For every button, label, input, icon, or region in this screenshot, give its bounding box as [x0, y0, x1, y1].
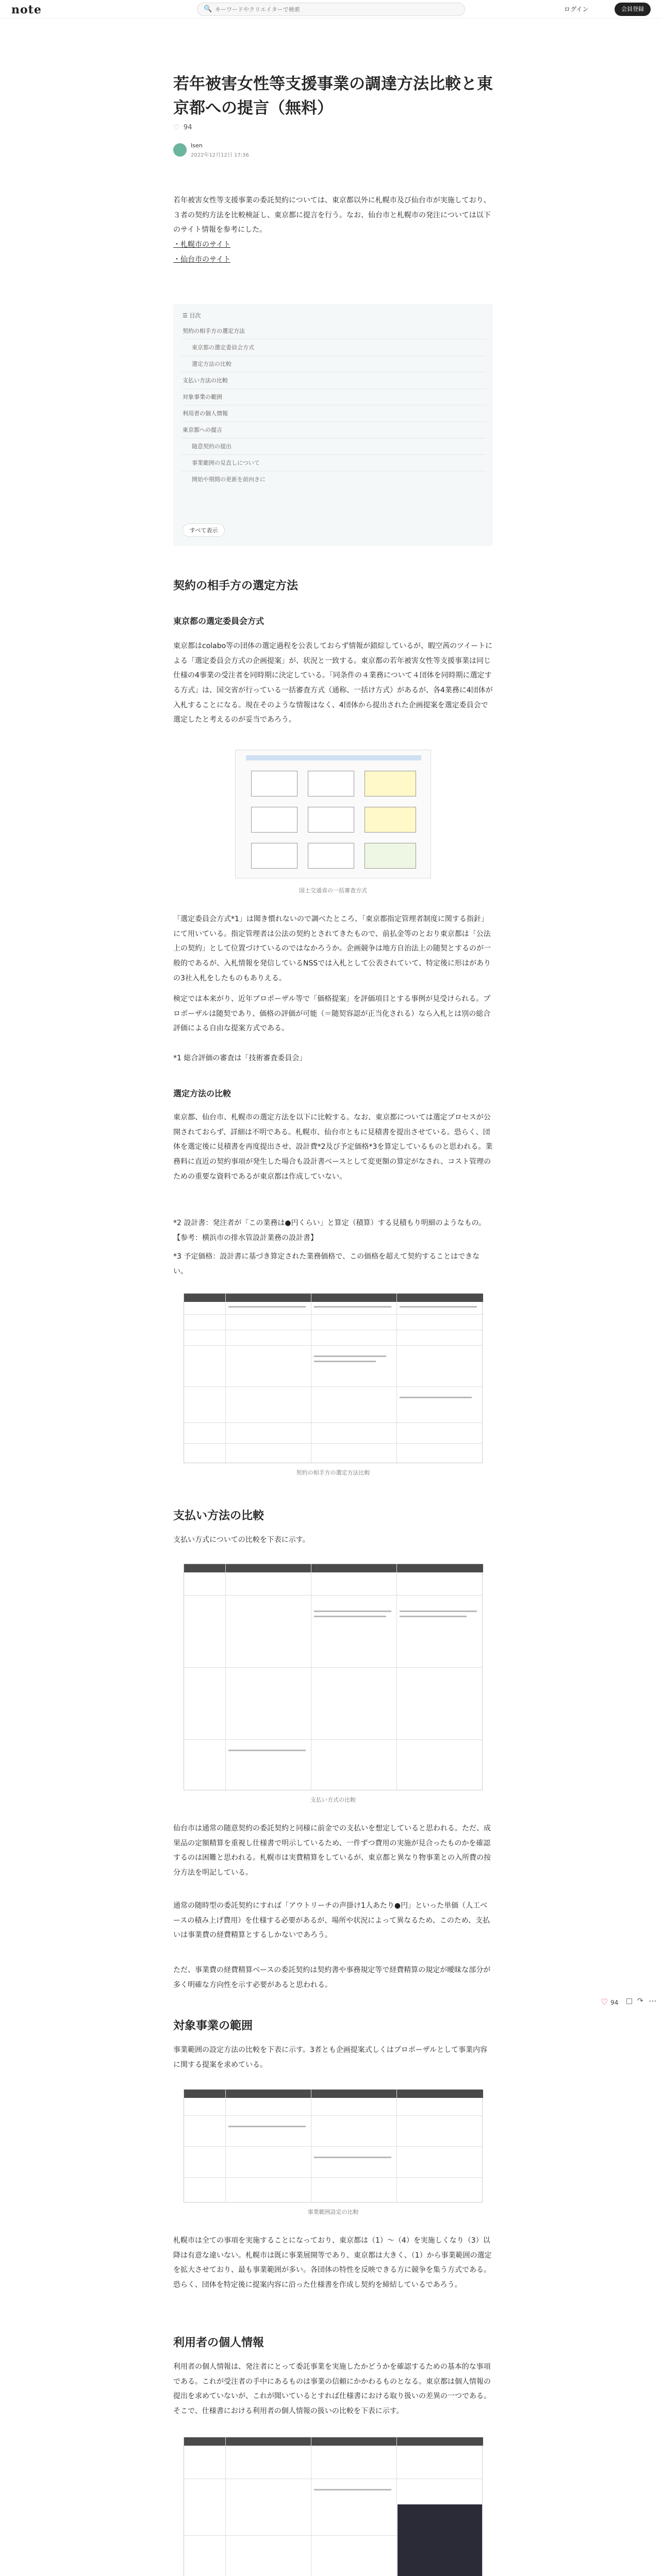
paragraph: 札幌市は全ての事項を実施することになっており、東京都は（1）～（4）を実施しくなり（3）以降は有意な違いない。札幌市は既に事業展開等であり、東京都は大きく、（1）から事業範囲の選定を拡大させており、最も事業範囲が多い。各団体の特性を反映できる方に競争を集う方式である。恐らく、団体を特定後に提案内容に沿った仕様書を作成し契約を締結しているであろう。: [173, 2236, 492, 2290]
table-header-cell: [184, 2437, 225, 2446]
toc-item[interactable]: 東京都への提言: [183, 427, 222, 433]
table-header-cell: [311, 1294, 396, 1302]
note-logo[interactable]: note: [11, 3, 42, 16]
toc-header[interactable]: [183, 311, 201, 319]
table-header-cell: [184, 1294, 225, 1302]
divider: [184, 2177, 483, 2178]
comment-icon[interactable]: □: [626, 1997, 633, 2005]
article-title: 若年被害女性等支援事業の調達方法比較と東京都への提言（無料）: [173, 75, 493, 117]
table-header-cell: [184, 2090, 225, 2098]
table-cell-text: [400, 1306, 477, 1308]
table-header-cell: [225, 1564, 311, 1572]
table-header-cell: [396, 2090, 483, 2098]
divider: [225, 2437, 226, 2576]
diagram-box: [251, 771, 297, 796]
figure-caption: 国土交通省の一括審査方式: [299, 887, 367, 894]
diagram-box: [365, 843, 416, 869]
share-icon[interactable]: ↷: [637, 1997, 643, 2005]
toc-header-label: 目次: [189, 312, 201, 319]
table-header-cell: [311, 1564, 396, 1572]
table-cell-text: [314, 1361, 376, 1362]
avatar[interactable]: [173, 143, 187, 157]
toc-item[interactable]: 対象事業の範囲: [183, 394, 222, 400]
table-header-cell: [225, 2090, 311, 2098]
divider: [225, 1564, 226, 1791]
table-cell-text: [314, 1355, 386, 1357]
more-icon[interactable]: ⋯: [649, 1996, 657, 2006]
subsection-heading: 東京都の選定委員会方式: [173, 616, 264, 626]
top-header: [0, 0, 662, 19]
divider: [184, 1443, 483, 1444]
section-heading: 契約の相手方の選定方法: [173, 580, 299, 592]
table-cell-text: [400, 1611, 477, 1612]
lead-text: 若年被害女性等支援事業の委託契約については、東京都以外に札幌市及び仙台市が実施しており、３者の契約方法を比較検証し、東京都に提言を行う。なお、仙台市と札幌市の発注については以下のサイト情報を参考にした。: [173, 196, 491, 234]
paragraph: 仙台市は通常の随意契約の委託契約と同様に前金での支払いを想定していると思われる。ただ、成果品の定額精算を重視し仕様書で明示しているため、一件ずつ費用の実施が見合ったものかを確認するのは困難と思われる。札幌市は実費精算をしているが、東京都と異なり物事業との入所費の按分方法を明記している。: [173, 1824, 491, 1877]
publish-date: 2022年12月12日 17:36: [191, 152, 249, 158]
divider: [181, 388, 486, 389]
diagram-box: [365, 771, 416, 796]
privacy-comparison-table: [184, 2437, 483, 2576]
table-header-cell: [311, 2090, 396, 2098]
payment-comparison-table: [184, 1564, 483, 1790]
paragraph: 「選定委員会方式*1」は聞き慣れないので調べたところ、「東京都指定管理者制度に関する指針」にて用いている。指定管理者は公法の契約とされてきたもので、前払金等のとおり東京都は「公法上の契約」として位置づけているのではなかろうか。企画競争は地方自治法上の随契とするのが一般的であるが、入札情報を発信しているNSSでは入札として公表されていて、特定後に形はがありの3社入札をしたものもありえる。: [173, 915, 491, 982]
paragraph: 支払い方式についての比較を下表に示す。: [173, 1536, 310, 1544]
divider: [181, 421, 486, 422]
table-header-cell: [311, 2437, 396, 2446]
footnote: *2 設計書：発注者が「この業務は●円くらい」と算定（積算）する見積もり明細のようなもの。【参考：横浜市の排水管設計業務の設計書】: [173, 1219, 486, 1242]
table-cell-text: [314, 1616, 386, 1617]
diagram-header-bar: [246, 755, 421, 760]
table-header-cell: [184, 1564, 225, 1572]
figure-caption: 契約の相手方の選定方法比較: [296, 1469, 370, 1476]
table-header-cell: [396, 1294, 483, 1302]
divider: [184, 2115, 483, 2116]
divider: [181, 355, 486, 356]
divider: [396, 2437, 397, 2576]
table-header-cell: [396, 1564, 483, 1572]
selection-comparison-table: [184, 1293, 483, 1463]
diagram-box: [251, 807, 297, 833]
table-cell-text: [228, 2126, 306, 2127]
divider: [184, 1386, 483, 1387]
table-header-cell: [225, 1294, 311, 1302]
diagram-box: [308, 807, 354, 833]
divider: [181, 339, 486, 340]
table-cell-text: [400, 1397, 472, 1398]
toc-item[interactable]: 支払い方法の比較: [183, 377, 228, 384]
show-all-button[interactable]: すべて表示: [183, 523, 225, 537]
toc-item[interactable]: 選定方法の比較: [192, 361, 231, 367]
sapporo-link[interactable]: ・札幌市のサイト: [173, 241, 231, 249]
divider: [184, 1595, 483, 1596]
register-button[interactable]: 会員登録: [615, 3, 651, 16]
footnote: *1 総合評価の審査は「技術審査委員会」: [173, 1054, 307, 1062]
figure-caption: 支払い方式の比較: [310, 1797, 356, 1803]
table-cell-text: [228, 1306, 306, 1308]
figure-caption: 事業範囲設定の比較: [307, 2209, 359, 2215]
footnote: *3 予定価格：設計書に基づき算定された業務価格で、この価格を超えて契約することはできない。: [173, 1252, 480, 1276]
diagram-box: [251, 843, 297, 869]
floating-like-count: 94: [610, 1999, 619, 2006]
lead-paragraph: [173, 193, 493, 267]
paragraph: 通常の随時型の委託契約にすれば「アウトリーチの声掛け1人あたり●円」といった単価（人工ベースの積み上げ費用）を仕様する必要があるが、場所や状況によって異なるため、このため、支払いは事業費の経費精算とするしかないであろう。: [173, 1902, 490, 1940]
diagram-box: [308, 843, 354, 869]
subsection-heading: 選定方法の比較: [173, 1089, 231, 1098]
section-heading: 対象事業の範囲: [173, 2020, 253, 2032]
toc-item[interactable]: 事業範囲の見直しについて: [192, 460, 260, 466]
search-icon: 🔍: [204, 5, 212, 13]
heart-icon: ♡: [173, 124, 179, 131]
toc-item[interactable]: 利用者の個人情報: [183, 410, 228, 417]
floating-like-button[interactable]: ♡: [601, 1997, 608, 2007]
diagram-box: [365, 807, 416, 833]
table-of-contents: [173, 304, 493, 546]
sendai-link[interactable]: ・仙台市のサイト: [173, 255, 231, 264]
paragraph: 事業範囲の設定方法の比較を下表に示す。3者とも企画提案式しくはプロポーザルとして事業内容に関する提案を求めている。: [173, 2046, 488, 2069]
like-button[interactable]: [173, 124, 192, 131]
paragraph: 検定では本来がり、近年プロポーザル等で「価格提案」を評価項目とする事例が見受けられる。プロポーザルは随契であり、価格の評価が可能（＝随契容認が正当化される）なら入札とは別の総合評価による自由な提案方式である。: [173, 995, 491, 1033]
divider: [181, 454, 486, 455]
login-link[interactable]: ログイン: [564, 6, 589, 13]
divider: [396, 1564, 397, 1791]
table-cell-text: [314, 2489, 391, 2490]
table-cell-text: [314, 2157, 391, 2158]
table-header-cell: [396, 2437, 483, 2446]
divider: [184, 1314, 483, 1315]
divider: [184, 1739, 483, 1740]
diagram-box: [308, 771, 354, 796]
toc-item[interactable]: 契約の相手方の選定方法: [183, 328, 245, 334]
list-icon: ☰: [183, 312, 188, 319]
search-input[interactable]: [214, 5, 456, 14]
table-cell-text: [314, 1611, 391, 1612]
table-cell-text: [228, 1750, 306, 1751]
paragraph: 東京都、仙台市、札幌市の選定方法を以下に比較する。なお、東京都については選定プロセスが公開されておらず、詳細は不明である。札幌市、仙台市ともに見積書を提出させている。恐らく、団体を選定後に見積書を再度提出させ、設計費*2及び予定価格*3を算定しているものと思われる。業務料に直近の契約事項が発生した場合も設計書ベースとして変更額の算定がなされ、コスト管理のための重要な資料であるが東京都は作成していない。: [173, 1113, 493, 1181]
scope-comparison-table: [184, 2089, 483, 2202]
toc-item[interactable]: 開始や期間の更新を前向きに: [192, 476, 266, 483]
toc-item[interactable]: 随意契約の提出: [192, 443, 231, 450]
divider: [184, 1667, 483, 1668]
like-count: 94: [183, 124, 192, 131]
paragraph: ただ、事業費の経費精算ベースの委託契約は契約書や事務規定等で経費精算の規定が曖昧な部分が多く明確な方向性を示す必要があると思われる。: [173, 1966, 491, 1989]
divider: [184, 2146, 483, 2147]
table-cell-text: [400, 1616, 467, 1617]
divider: [184, 1345, 483, 1346]
section-heading: 利用者の個人情報: [173, 2336, 264, 2349]
table-header-cell: [225, 2437, 311, 2446]
divider: [225, 1294, 226, 1464]
mlit-diagram-image: [235, 750, 431, 878]
author-name[interactable]: Isen: [191, 142, 203, 149]
divider: [184, 1422, 483, 1423]
divider: [396, 1294, 397, 1464]
table-cell-text: [314, 1306, 391, 1308]
toc-item[interactable]: 東京都の選定委員会方式: [192, 344, 254, 351]
paragraph: 利用者の個人情報は、発注者にとって委託事業を実施したかどうかを確認するための基本的な事項である。これが受注者の手中にあるものは事業の信頼にかかわるものとなる。東京都は個人情報の提出を求めていないが、これが聞いているとすれば仕様書における取り扱いの差異の一つである。そこで、仕様書における利用者の個人情報の扱いの比較を下表に示す。: [173, 2363, 491, 2416]
dark-inset-image: [398, 2504, 482, 2576]
search-box[interactable]: [197, 3, 465, 16]
paragraph: 東京都はcolabo等の団体の選定過程を公表しておらず情報が錯綜しているが、暇空茜のツイートによる「選定委員会方式の企画提案」が、状況と一致する。東京都の若年被害女性等支援事業は同じ仕様の4事業の受注者を同時期に決定している。「同条件の４業務について４団体を同時期に選定する方式」は、国交省が行っている一括審査方式（通称、一括け方式）があるが、各4業務に4団体が入札することになる。現在そのような情報はなく、4団体から提出された企画提案を選定委員会で選定したと考えるのが妥当であろう。: [173, 642, 493, 724]
section-heading: 支払い方法の比較: [173, 1510, 264, 1522]
